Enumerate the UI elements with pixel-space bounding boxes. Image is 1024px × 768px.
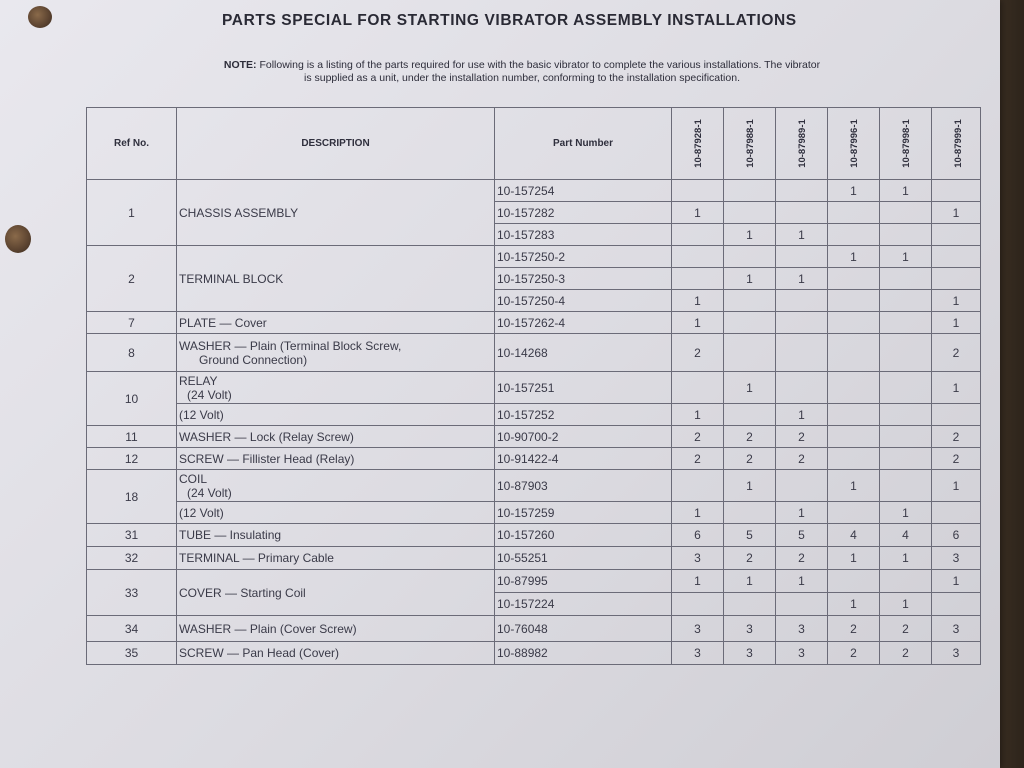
col-header-description: DESCRIPTION bbox=[177, 108, 495, 180]
qty-cell: 1 bbox=[724, 268, 776, 290]
ref-cell: 2 bbox=[87, 246, 177, 312]
table-row bbox=[87, 426, 981, 448]
qty-cell: 1 bbox=[724, 224, 776, 246]
qty-cell: 4 bbox=[880, 524, 932, 547]
qty-cell: 1 bbox=[880, 180, 932, 202]
qty-cell: 6 bbox=[932, 524, 981, 547]
table-row bbox=[87, 312, 981, 334]
qty-cell bbox=[880, 202, 932, 224]
qty-cell: 2 bbox=[776, 547, 828, 570]
description-cell: WASHER — Lock (Relay Screw) bbox=[177, 426, 495, 448]
table-row bbox=[87, 404, 981, 426]
qty-cell bbox=[880, 448, 932, 470]
description-line: WASHER — Plain (Terminal Block Screw, bbox=[179, 338, 402, 353]
qty-cell bbox=[724, 312, 776, 334]
qty-cell: 1 bbox=[672, 290, 724, 312]
qty-cell bbox=[880, 290, 932, 312]
qty-cell bbox=[828, 202, 880, 224]
qty-cell bbox=[776, 470, 828, 502]
qty-cell: 1 bbox=[932, 312, 981, 334]
col-header-ref: Ref No. bbox=[87, 108, 177, 180]
qty-cell: 1 bbox=[828, 547, 880, 570]
qty-cell: 1 bbox=[776, 570, 828, 593]
description-cell: TERMINAL — Primary Cable bbox=[177, 547, 495, 570]
ref-cell: 10 bbox=[87, 372, 177, 426]
qty-cell: 2 bbox=[724, 426, 776, 448]
qty-cell bbox=[828, 426, 880, 448]
punch-hole bbox=[28, 6, 52, 28]
qty-cell: 1 bbox=[672, 570, 724, 593]
qty-cell bbox=[724, 593, 776, 616]
qty-cell bbox=[828, 224, 880, 246]
qty-cell: 1 bbox=[724, 470, 776, 502]
qty-cell bbox=[880, 334, 932, 372]
qty-cell bbox=[724, 334, 776, 372]
part-number-cell: 10-157254 bbox=[495, 180, 672, 202]
col-header-part-number: Part Number bbox=[495, 108, 672, 180]
qty-cell bbox=[828, 290, 880, 312]
qty-cell: 2 bbox=[828, 642, 880, 665]
qty-cell bbox=[932, 246, 981, 268]
table-row bbox=[87, 180, 981, 202]
qty-cell bbox=[880, 570, 932, 593]
ref-cell: 12 bbox=[87, 448, 177, 470]
qty-cell: 1 bbox=[776, 268, 828, 290]
qty-cell bbox=[672, 470, 724, 502]
table-row bbox=[87, 246, 981, 268]
table-row bbox=[87, 616, 981, 642]
qty-cell bbox=[828, 404, 880, 426]
qty-cell bbox=[880, 470, 932, 502]
qty-cell: 3 bbox=[932, 642, 981, 665]
col-header-installation: 10-87999-1 bbox=[932, 108, 981, 180]
qty-cell: 3 bbox=[672, 547, 724, 570]
qty-cell bbox=[828, 334, 880, 372]
qty-cell bbox=[828, 502, 880, 524]
part-number-cell: 10-157250-2 bbox=[495, 246, 672, 268]
description-cell bbox=[177, 470, 495, 502]
qty-cell bbox=[672, 224, 724, 246]
page-title: PARTS SPECIAL FOR STARTING VIBRATOR ASSEMBLY INSTALLATIONS bbox=[222, 12, 797, 29]
part-number-cell: 10-157250-3 bbox=[495, 268, 672, 290]
ref-cell: 31 bbox=[87, 524, 177, 547]
qty-cell bbox=[776, 372, 828, 404]
part-number-cell: 10-91422-4 bbox=[495, 448, 672, 470]
qty-cell bbox=[724, 202, 776, 224]
note-paragraph bbox=[222, 59, 822, 84]
qty-cell: 2 bbox=[776, 426, 828, 448]
ref-cell: 11 bbox=[87, 426, 177, 448]
qty-cell: 2 bbox=[672, 334, 724, 372]
qty-cell bbox=[828, 372, 880, 404]
qty-cell: 2 bbox=[776, 448, 828, 470]
qty-cell: 1 bbox=[932, 470, 981, 502]
table-row bbox=[87, 524, 981, 547]
qty-cell: 2 bbox=[828, 616, 880, 642]
part-number-cell: 10-88982 bbox=[495, 642, 672, 665]
qty-cell bbox=[776, 334, 828, 372]
qty-cell: 2 bbox=[880, 616, 932, 642]
qty-cell: 1 bbox=[672, 202, 724, 224]
parts-table bbox=[86, 107, 981, 665]
description-line: COIL bbox=[179, 471, 208, 486]
ref-cell: 1 bbox=[87, 180, 177, 246]
qty-cell bbox=[880, 312, 932, 334]
qty-cell bbox=[776, 312, 828, 334]
qty-cell bbox=[672, 268, 724, 290]
qty-cell: 3 bbox=[776, 642, 828, 665]
qty-cell bbox=[672, 593, 724, 616]
col-header-installation: 10-87988-1 bbox=[724, 108, 776, 180]
qty-cell bbox=[672, 180, 724, 202]
qty-cell: 3 bbox=[724, 616, 776, 642]
qty-cell bbox=[932, 268, 981, 290]
table-row bbox=[87, 470, 981, 502]
part-number-cell: 10-87903 bbox=[495, 470, 672, 502]
qty-cell: 1 bbox=[776, 224, 828, 246]
qty-cell: 1 bbox=[932, 372, 981, 404]
qty-cell: 1 bbox=[880, 246, 932, 268]
qty-cell: 1 bbox=[880, 502, 932, 524]
ref-cell: 18 bbox=[87, 470, 177, 524]
qty-cell: 1 bbox=[672, 404, 724, 426]
description-cell: SCREW — Fillister Head (Relay) bbox=[177, 448, 495, 470]
col-header-installation: 10-87998-1 bbox=[880, 108, 932, 180]
qty-cell: 1 bbox=[828, 180, 880, 202]
qty-cell bbox=[932, 502, 981, 524]
description-line: (24 Volt) bbox=[187, 387, 232, 402]
qty-cell: 3 bbox=[672, 616, 724, 642]
qty-cell: 1 bbox=[828, 593, 880, 616]
table-row bbox=[87, 372, 981, 404]
qty-cell bbox=[932, 180, 981, 202]
col-header-installation: 10-87989-1 bbox=[776, 108, 828, 180]
part-number-cell: 10-157259 bbox=[495, 502, 672, 524]
table-row bbox=[87, 448, 981, 470]
description-cell: SCREW — Pan Head (Cover) bbox=[177, 642, 495, 665]
qty-cell: 2 bbox=[672, 426, 724, 448]
qty-cell bbox=[776, 593, 828, 616]
ref-cell: 7 bbox=[87, 312, 177, 334]
ref-cell: 8 bbox=[87, 334, 177, 372]
qty-cell: 1 bbox=[932, 202, 981, 224]
qty-cell bbox=[828, 312, 880, 334]
description-cell bbox=[177, 334, 495, 372]
qty-cell: 1 bbox=[932, 570, 981, 593]
qty-cell: 2 bbox=[932, 334, 981, 372]
qty-cell bbox=[880, 372, 932, 404]
ref-cell: 34 bbox=[87, 616, 177, 642]
qty-cell bbox=[880, 268, 932, 290]
qty-cell: 1 bbox=[724, 570, 776, 593]
part-number-cell: 10-157252 bbox=[495, 404, 672, 426]
col-header-installation: 10-87996-1 bbox=[828, 108, 880, 180]
description-cell: WASHER — Plain (Cover Screw) bbox=[177, 616, 495, 642]
table-row bbox=[87, 570, 981, 593]
qty-cell bbox=[672, 372, 724, 404]
qty-cell bbox=[828, 570, 880, 593]
qty-cell: 3 bbox=[932, 616, 981, 642]
part-number-cell: 10-157260 bbox=[495, 524, 672, 547]
qty-cell bbox=[828, 448, 880, 470]
qty-cell: 1 bbox=[828, 246, 880, 268]
col-header-installation: 10-87928-1 bbox=[672, 108, 724, 180]
description-cell: PLATE — Cover bbox=[177, 312, 495, 334]
part-number-cell: 10-157262-4 bbox=[495, 312, 672, 334]
qty-cell: 1 bbox=[880, 593, 932, 616]
description-cell: (12 Volt) bbox=[177, 502, 495, 524]
qty-cell: 2 bbox=[880, 642, 932, 665]
qty-cell bbox=[932, 593, 981, 616]
part-number-cell: 10-87995 bbox=[495, 570, 672, 593]
qty-cell bbox=[776, 202, 828, 224]
qty-cell bbox=[724, 180, 776, 202]
table-row bbox=[87, 547, 981, 570]
qty-cell: 2 bbox=[724, 448, 776, 470]
description-cell: TUBE — Insulating bbox=[177, 524, 495, 547]
qty-cell: 5 bbox=[724, 524, 776, 547]
table-row bbox=[87, 642, 981, 665]
description-cell bbox=[177, 372, 495, 404]
qty-cell bbox=[880, 224, 932, 246]
table-row bbox=[87, 334, 981, 372]
part-number-cell: 10-90700-2 bbox=[495, 426, 672, 448]
part-number-cell: 10-157224 bbox=[495, 593, 672, 616]
qty-cell: 1 bbox=[776, 502, 828, 524]
description-cell: TERMINAL BLOCK bbox=[177, 246, 495, 312]
qty-cell: 1 bbox=[672, 502, 724, 524]
table-row bbox=[87, 502, 981, 524]
note-label: NOTE: bbox=[223, 59, 257, 71]
qty-cell: 1 bbox=[724, 372, 776, 404]
qty-cell: 1 bbox=[672, 312, 724, 334]
ref-cell: 35 bbox=[87, 642, 177, 665]
qty-cell: 6 bbox=[672, 524, 724, 547]
qty-cell: 4 bbox=[828, 524, 880, 547]
description-line: (24 Volt) bbox=[187, 485, 232, 500]
part-number-cell: 10-157250-4 bbox=[495, 290, 672, 312]
description-cell: (12 Volt) bbox=[177, 404, 495, 426]
qty-cell bbox=[776, 246, 828, 268]
part-number-cell: 10-14268 bbox=[495, 334, 672, 372]
qty-cell: 3 bbox=[672, 642, 724, 665]
qty-cell: 2 bbox=[672, 448, 724, 470]
qty-cell: 2 bbox=[932, 448, 981, 470]
part-number-cell: 10-55251 bbox=[495, 547, 672, 570]
ref-cell: 33 bbox=[87, 570, 177, 616]
part-number-cell: 10-76048 bbox=[495, 616, 672, 642]
qty-cell bbox=[880, 404, 932, 426]
qty-cell: 1 bbox=[880, 547, 932, 570]
part-number-cell: 10-157251 bbox=[495, 372, 672, 404]
qty-cell bbox=[724, 246, 776, 268]
qty-cell bbox=[828, 268, 880, 290]
qty-cell: 2 bbox=[724, 547, 776, 570]
qty-cell bbox=[776, 180, 828, 202]
qty-cell: 2 bbox=[932, 426, 981, 448]
qty-cell bbox=[724, 502, 776, 524]
qty-cell bbox=[932, 404, 981, 426]
qty-cell bbox=[724, 290, 776, 312]
qty-cell: 1 bbox=[828, 470, 880, 502]
qty-cell bbox=[880, 426, 932, 448]
qty-cell bbox=[724, 404, 776, 426]
description-cell: CHASSIS ASSEMBLY bbox=[177, 180, 495, 246]
description-line: RELAY bbox=[179, 373, 218, 388]
qty-cell: 3 bbox=[932, 547, 981, 570]
description-cell: COVER — Starting Coil bbox=[177, 570, 495, 616]
part-number-cell: 10-157282 bbox=[495, 202, 672, 224]
qty-cell: 3 bbox=[724, 642, 776, 665]
qty-cell: 3 bbox=[776, 616, 828, 642]
note-text: Following is a listing of the parts required for use with the basic vibrator to complete the various installations. The vibrator is supplied as a unit, under the installation number, conforming to the installation specification. bbox=[259, 59, 821, 84]
qty-cell bbox=[672, 246, 724, 268]
qty-cell: 5 bbox=[776, 524, 828, 547]
qty-cell bbox=[932, 224, 981, 246]
qty-cell bbox=[776, 290, 828, 312]
ref-cell: 32 bbox=[87, 547, 177, 570]
part-number-cell: 10-157283 bbox=[495, 224, 672, 246]
qty-cell: 1 bbox=[932, 290, 981, 312]
punch-hole bbox=[5, 225, 31, 253]
description-line: Ground Connection) bbox=[199, 352, 308, 367]
table-header-row bbox=[87, 108, 981, 180]
qty-cell: 1 bbox=[776, 404, 828, 426]
